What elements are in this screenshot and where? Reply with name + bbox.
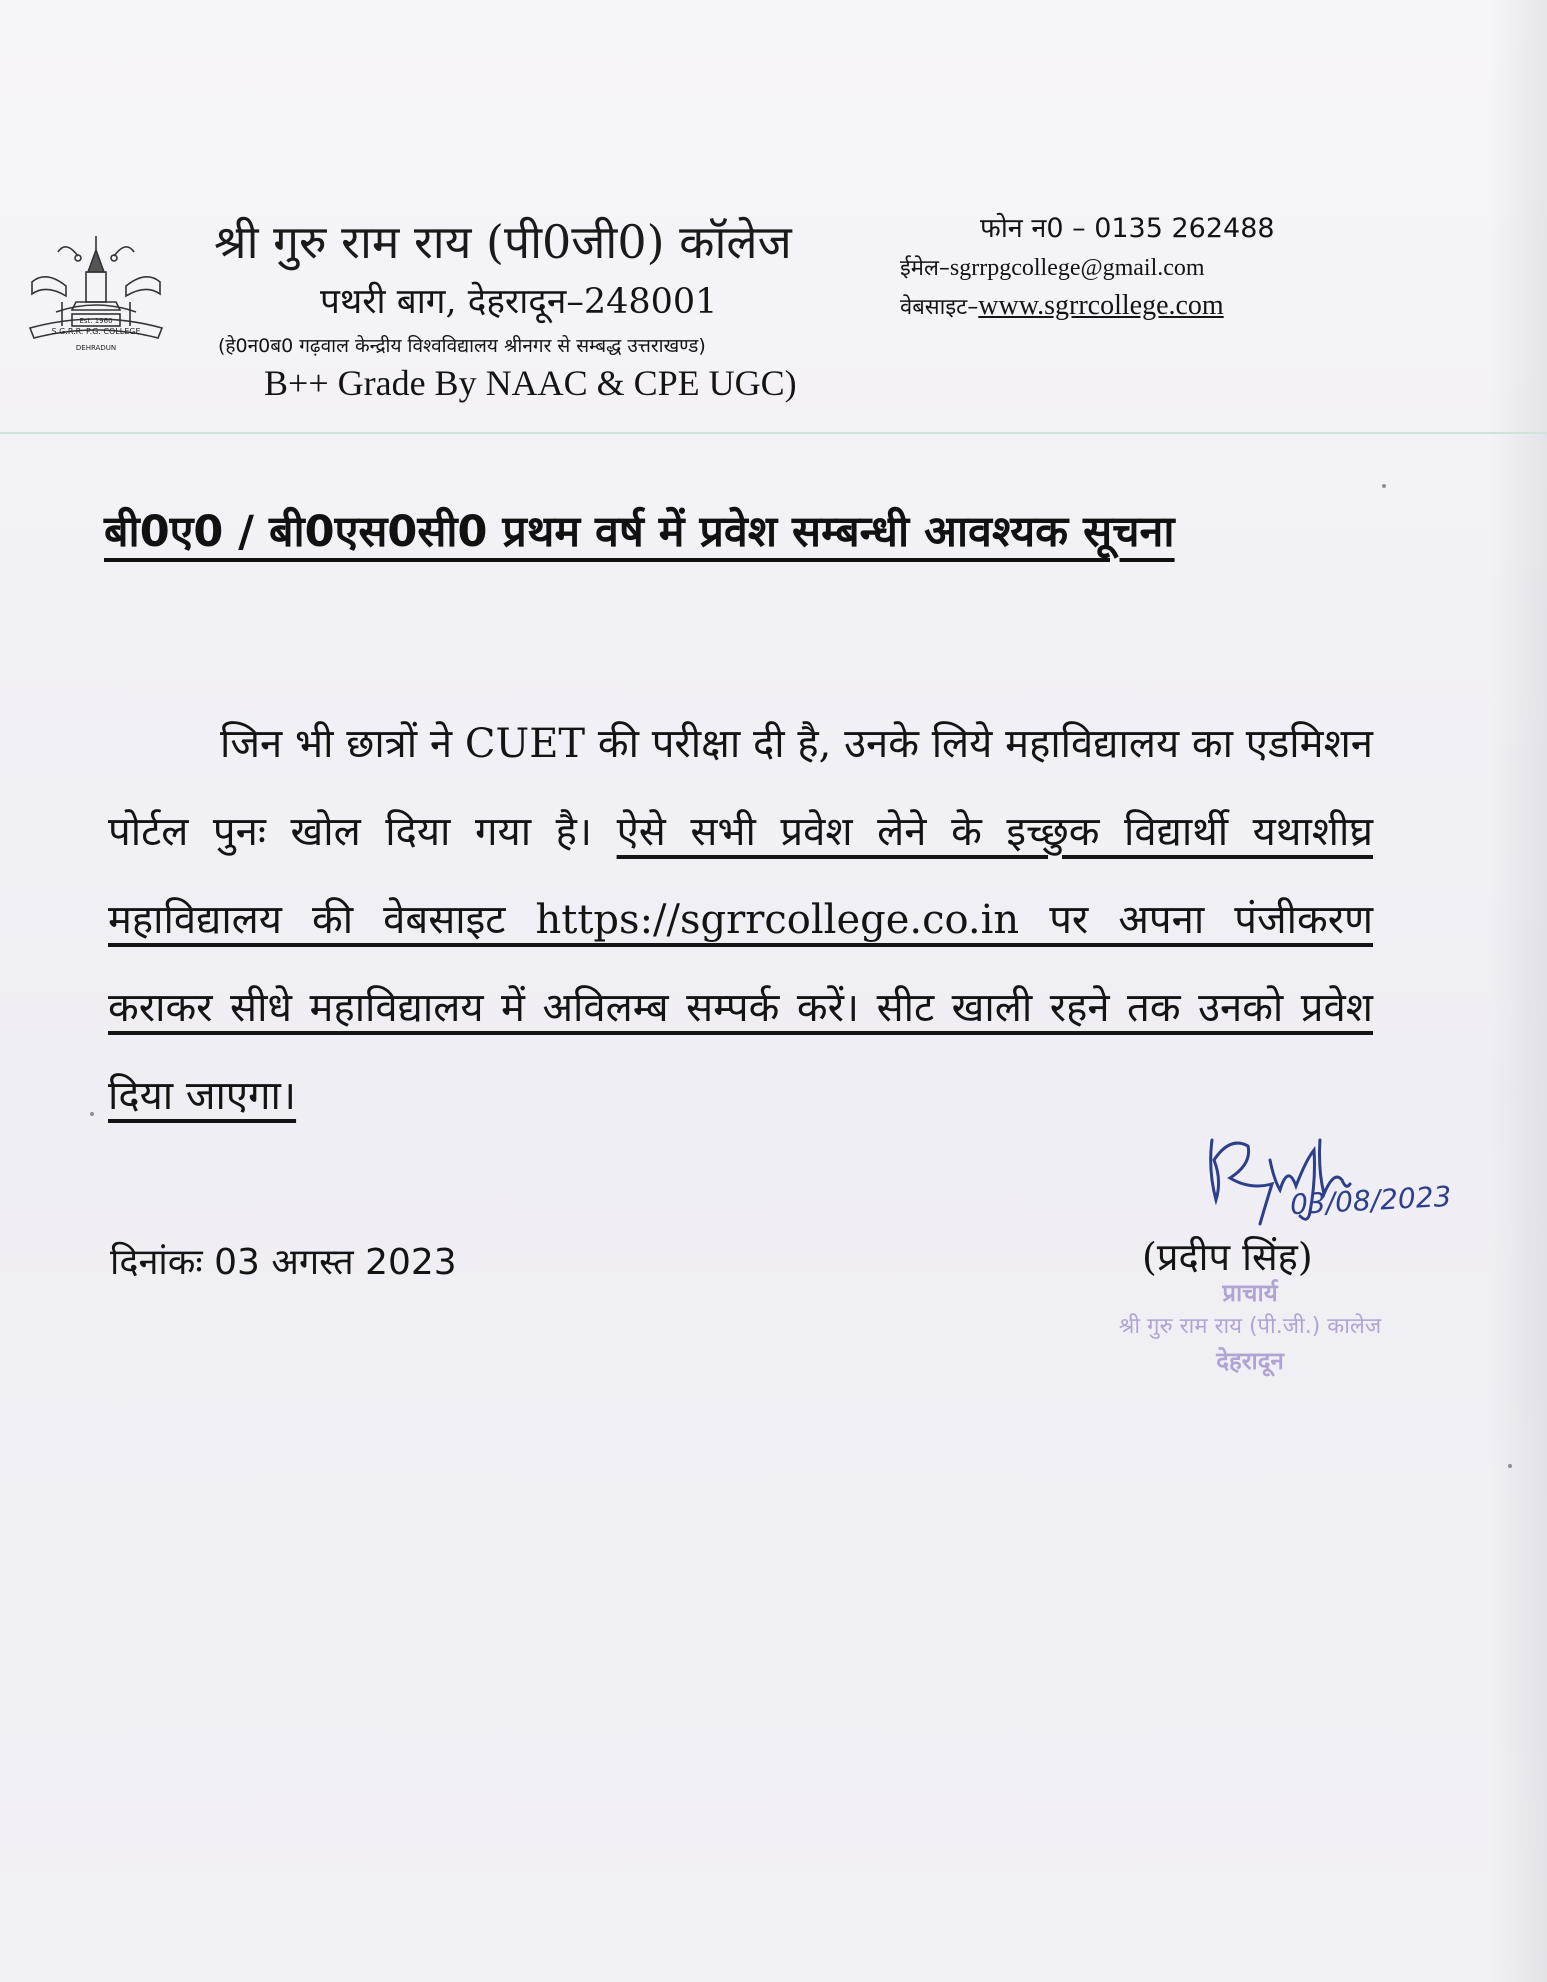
email-line (900, 252, 1205, 282)
scan-speck (90, 1112, 94, 1116)
notice-title: बी0ए0 / बी0एस0सी0 प्रथम वर्ष में प्रवेश सम्बन्धी आवश्यक सूचना (104, 507, 1175, 557)
page-edge-shadow (1489, 0, 1547, 1982)
notice-body-underlined: ऐसे सभी प्रवेश लेने के इच्छुक विद्यार्थी यथाशीघ्र महाविद्यालय की वेबसाइट https://sgrrcollege.co.in पर अपना पंजीकरण कराकर सीधे महाविद्यालय में अविलम्ब सम्पर्क करें। सीट खाली रहने तक उनको प्रवेश दिया जाएगा। (108, 809, 1374, 1119)
notice-body-plain: जिन भी छात्रों ने CUET की परीक्षा दी है, उनके लिये महाविद्यालय का एडमिशन पोर्टल पुनः खोल दिया गया है। (108, 721, 1373, 855)
college-logo (26, 232, 166, 360)
stamp-city: देहरादून (1216, 1347, 1284, 1375)
college-name: श्री गुरु राम राय (पी0जी0) कॉलेज (214, 215, 792, 269)
scan-speck (1508, 1464, 1512, 1468)
signature-date: 03/08/2023 (1289, 1179, 1453, 1222)
college-grade: B++ Grade By NAAC & CPE UGC) (264, 363, 797, 403)
website-line (900, 290, 1224, 322)
notice-body (108, 700, 1373, 1140)
scan-speck (1382, 484, 1386, 488)
college-affiliation: (हे0न0ब0 गढ़वाल केन्द्रीय विश्वविद्यालय श्रीनगर से सम्बद्ध उत्तराखण्ड) (218, 335, 706, 357)
phone-number: फोन न0 – 0135 262488 (980, 213, 1275, 244)
website-label: वेबसाइट– (900, 295, 979, 320)
logo-banner-text: S.G.R.R. P.G. COLLEGE (51, 327, 141, 336)
email-label: ईमेल– (900, 256, 950, 281)
stamp-college: श्री गुरु राम राय (पी.जी.) कालेज (1118, 1314, 1382, 1339)
stamp-designation: प्राचार्य (1222, 1279, 1278, 1307)
website-link[interactable]: www.sgrrcollege.com (978, 290, 1224, 321)
logo-city-text: DEHRADUN (75, 344, 117, 352)
signatory-name: (प्रदीप सिंह) (1142, 1235, 1313, 1279)
email-address[interactable]: sgrrpgcollege@gmail.com (949, 255, 1205, 281)
official-stamp (1060, 1276, 1440, 1378)
letterhead-divider (0, 432, 1547, 434)
college-address: पथरी बाग, देहरादून–248001 (320, 282, 718, 322)
notice-date: दिनांकः 03 अगस्त 2023 (110, 1242, 457, 1283)
college-emblem-icon (26, 232, 166, 360)
logo-est-text: Est. 1960 (79, 317, 113, 325)
